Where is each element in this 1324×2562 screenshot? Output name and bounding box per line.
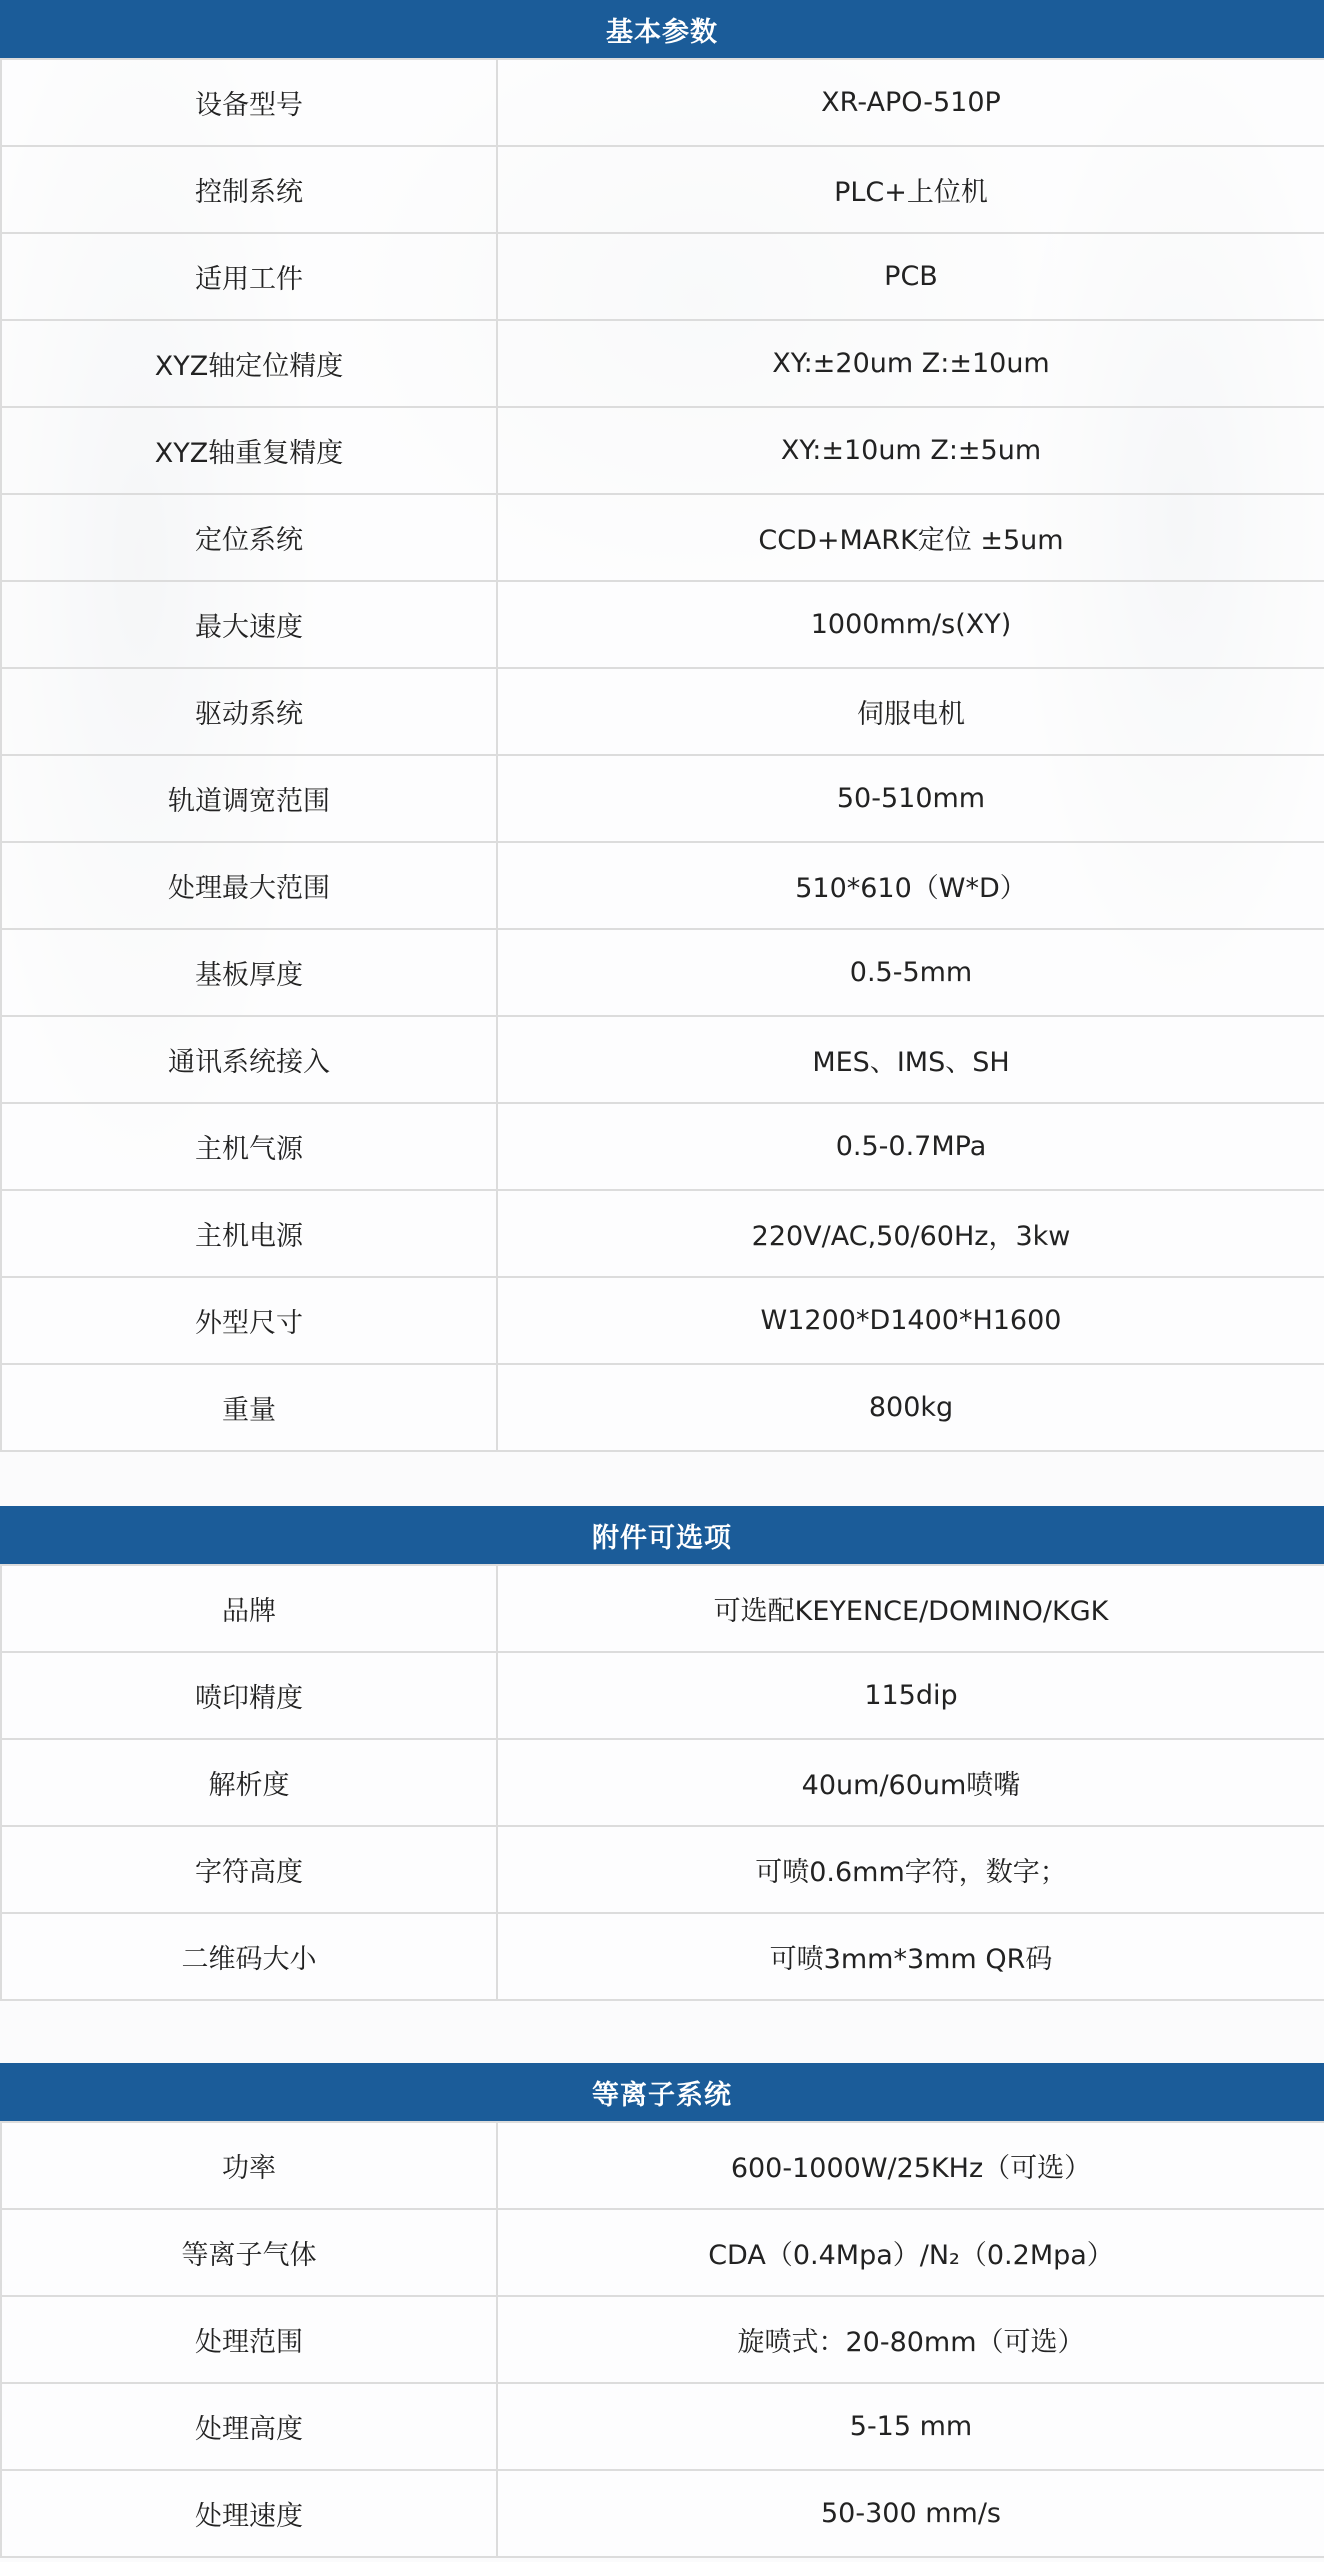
table-row — [1, 494, 1324, 581]
spec-label: 主机电源 — [1, 1190, 497, 1277]
table-row — [1, 842, 1324, 929]
spec-label: 字符高度 — [1, 1826, 497, 1913]
table-row — [1, 1277, 1324, 1364]
spec-value: 600-1000W/25KHz（可选） — [497, 2122, 1324, 2209]
table-row — [1, 2383, 1324, 2470]
spec-label: 驱动系统 — [1, 668, 497, 755]
spec-value: 伺服电机 — [497, 668, 1324, 755]
table-row — [1, 59, 1324, 146]
table-row — [1, 755, 1324, 842]
spec-label: 功率 — [1, 2122, 497, 2209]
spec-value: XR-APO-510P — [497, 59, 1324, 146]
table-row — [1, 581, 1324, 668]
spec-label: 适用工件 — [1, 233, 497, 320]
section-plasma-system — [0, 2063, 1324, 2558]
table-row — [1, 1364, 1324, 1451]
spec-value: 可选配KEYENCE/DOMINO/KGK — [497, 1565, 1324, 1652]
spec-label: 定位系统 — [1, 494, 497, 581]
spec-value: PLC+上位机 — [497, 146, 1324, 233]
table-row — [1, 2470, 1324, 2557]
spec-label: 通讯系统接入 — [1, 1016, 497, 1103]
spec-value: CCD+MARK定位 ±5um — [497, 494, 1324, 581]
spec-label: 等离子气体 — [1, 2209, 497, 2296]
spec-value: 1000mm/s(XY) — [497, 581, 1324, 668]
spec-value: 50-510mm — [497, 755, 1324, 842]
spec-table-accessory — [0, 1564, 1324, 2001]
spec-label: 基板厚度 — [1, 929, 497, 1016]
spec-label: 喷印精度 — [1, 1652, 497, 1739]
table-row — [1, 929, 1324, 1016]
spec-label: XYZ轴定位精度 — [1, 320, 497, 407]
table-row — [1, 2296, 1324, 2383]
spec-value: 旋喷式：20-80mm（可选） — [497, 2296, 1324, 2383]
spec-table-basic — [0, 58, 1324, 1452]
spec-table-plasma — [0, 2121, 1324, 2558]
spec-value: 可喷0.6mm字符，数字； — [497, 1826, 1324, 1913]
spec-value: PCB — [497, 233, 1324, 320]
spec-value: XY:±10um Z:±5um — [497, 407, 1324, 494]
table-row — [1, 1565, 1324, 1652]
spec-label: 外型尺寸 — [1, 1277, 497, 1364]
spec-value: 0.5-5mm — [497, 929, 1324, 1016]
table-row — [1, 407, 1324, 494]
table-row — [1, 1190, 1324, 1277]
table-row — [1, 1913, 1324, 2000]
spec-label: 解析度 — [1, 1739, 497, 1826]
spec-label: 轨道调宽范围 — [1, 755, 497, 842]
spec-value: W1200*D1400*H1600 — [497, 1277, 1324, 1364]
spec-label: 设备型号 — [1, 59, 497, 146]
spec-label: 最大速度 — [1, 581, 497, 668]
spec-label: 主机气源 — [1, 1103, 497, 1190]
spec-value: 115dip — [497, 1652, 1324, 1739]
spec-label: 二维码大小 — [1, 1913, 497, 2000]
spec-label: 品牌 — [1, 1565, 497, 1652]
table-row — [1, 1739, 1324, 1826]
spec-label: 处理最大范围 — [1, 842, 497, 929]
spec-value: XY:±20um Z:±10um — [497, 320, 1324, 407]
spec-label: 处理高度 — [1, 2383, 497, 2470]
section-accessory-options — [0, 1506, 1324, 2001]
table-row — [1, 1016, 1324, 1103]
spec-value: MES、IMS、SH — [497, 1016, 1324, 1103]
section-title: 基本参数 — [0, 0, 1324, 58]
spec-value: CDA（0.4Mpa）/N₂（0.2Mpa） — [497, 2209, 1324, 2296]
table-row — [1, 2122, 1324, 2209]
table-row — [1, 233, 1324, 320]
spec-value: 220V/AC,50/60Hz，3kw — [497, 1190, 1324, 1277]
spec-value: 5-15 mm — [497, 2383, 1324, 2470]
table-row — [1, 146, 1324, 233]
table-row — [1, 2209, 1324, 2296]
spec-value: 可喷3mm*3mm QR码 — [497, 1913, 1324, 2000]
spec-label: 控制系统 — [1, 146, 497, 233]
spec-value: 40um/60um喷嘴 — [497, 1739, 1324, 1826]
spec-label: 处理速度 — [1, 2470, 497, 2557]
spec-value: 0.5-0.7MPa — [497, 1103, 1324, 1190]
section-title: 附件可选项 — [0, 1506, 1324, 1564]
table-row — [1, 668, 1324, 755]
spec-value: 510*610（W*D） — [497, 842, 1324, 929]
table-row — [1, 320, 1324, 407]
spec-label: 重量 — [1, 1364, 497, 1451]
table-row — [1, 1826, 1324, 1913]
spec-label: XYZ轴重复精度 — [1, 407, 497, 494]
section-title: 等离子系统 — [0, 2063, 1324, 2121]
table-row — [1, 1103, 1324, 1190]
spec-label: 处理范围 — [1, 2296, 497, 2383]
table-row — [1, 1652, 1324, 1739]
spec-value: 800kg — [497, 1364, 1324, 1451]
spec-value: 50-300 mm/s — [497, 2470, 1324, 2557]
